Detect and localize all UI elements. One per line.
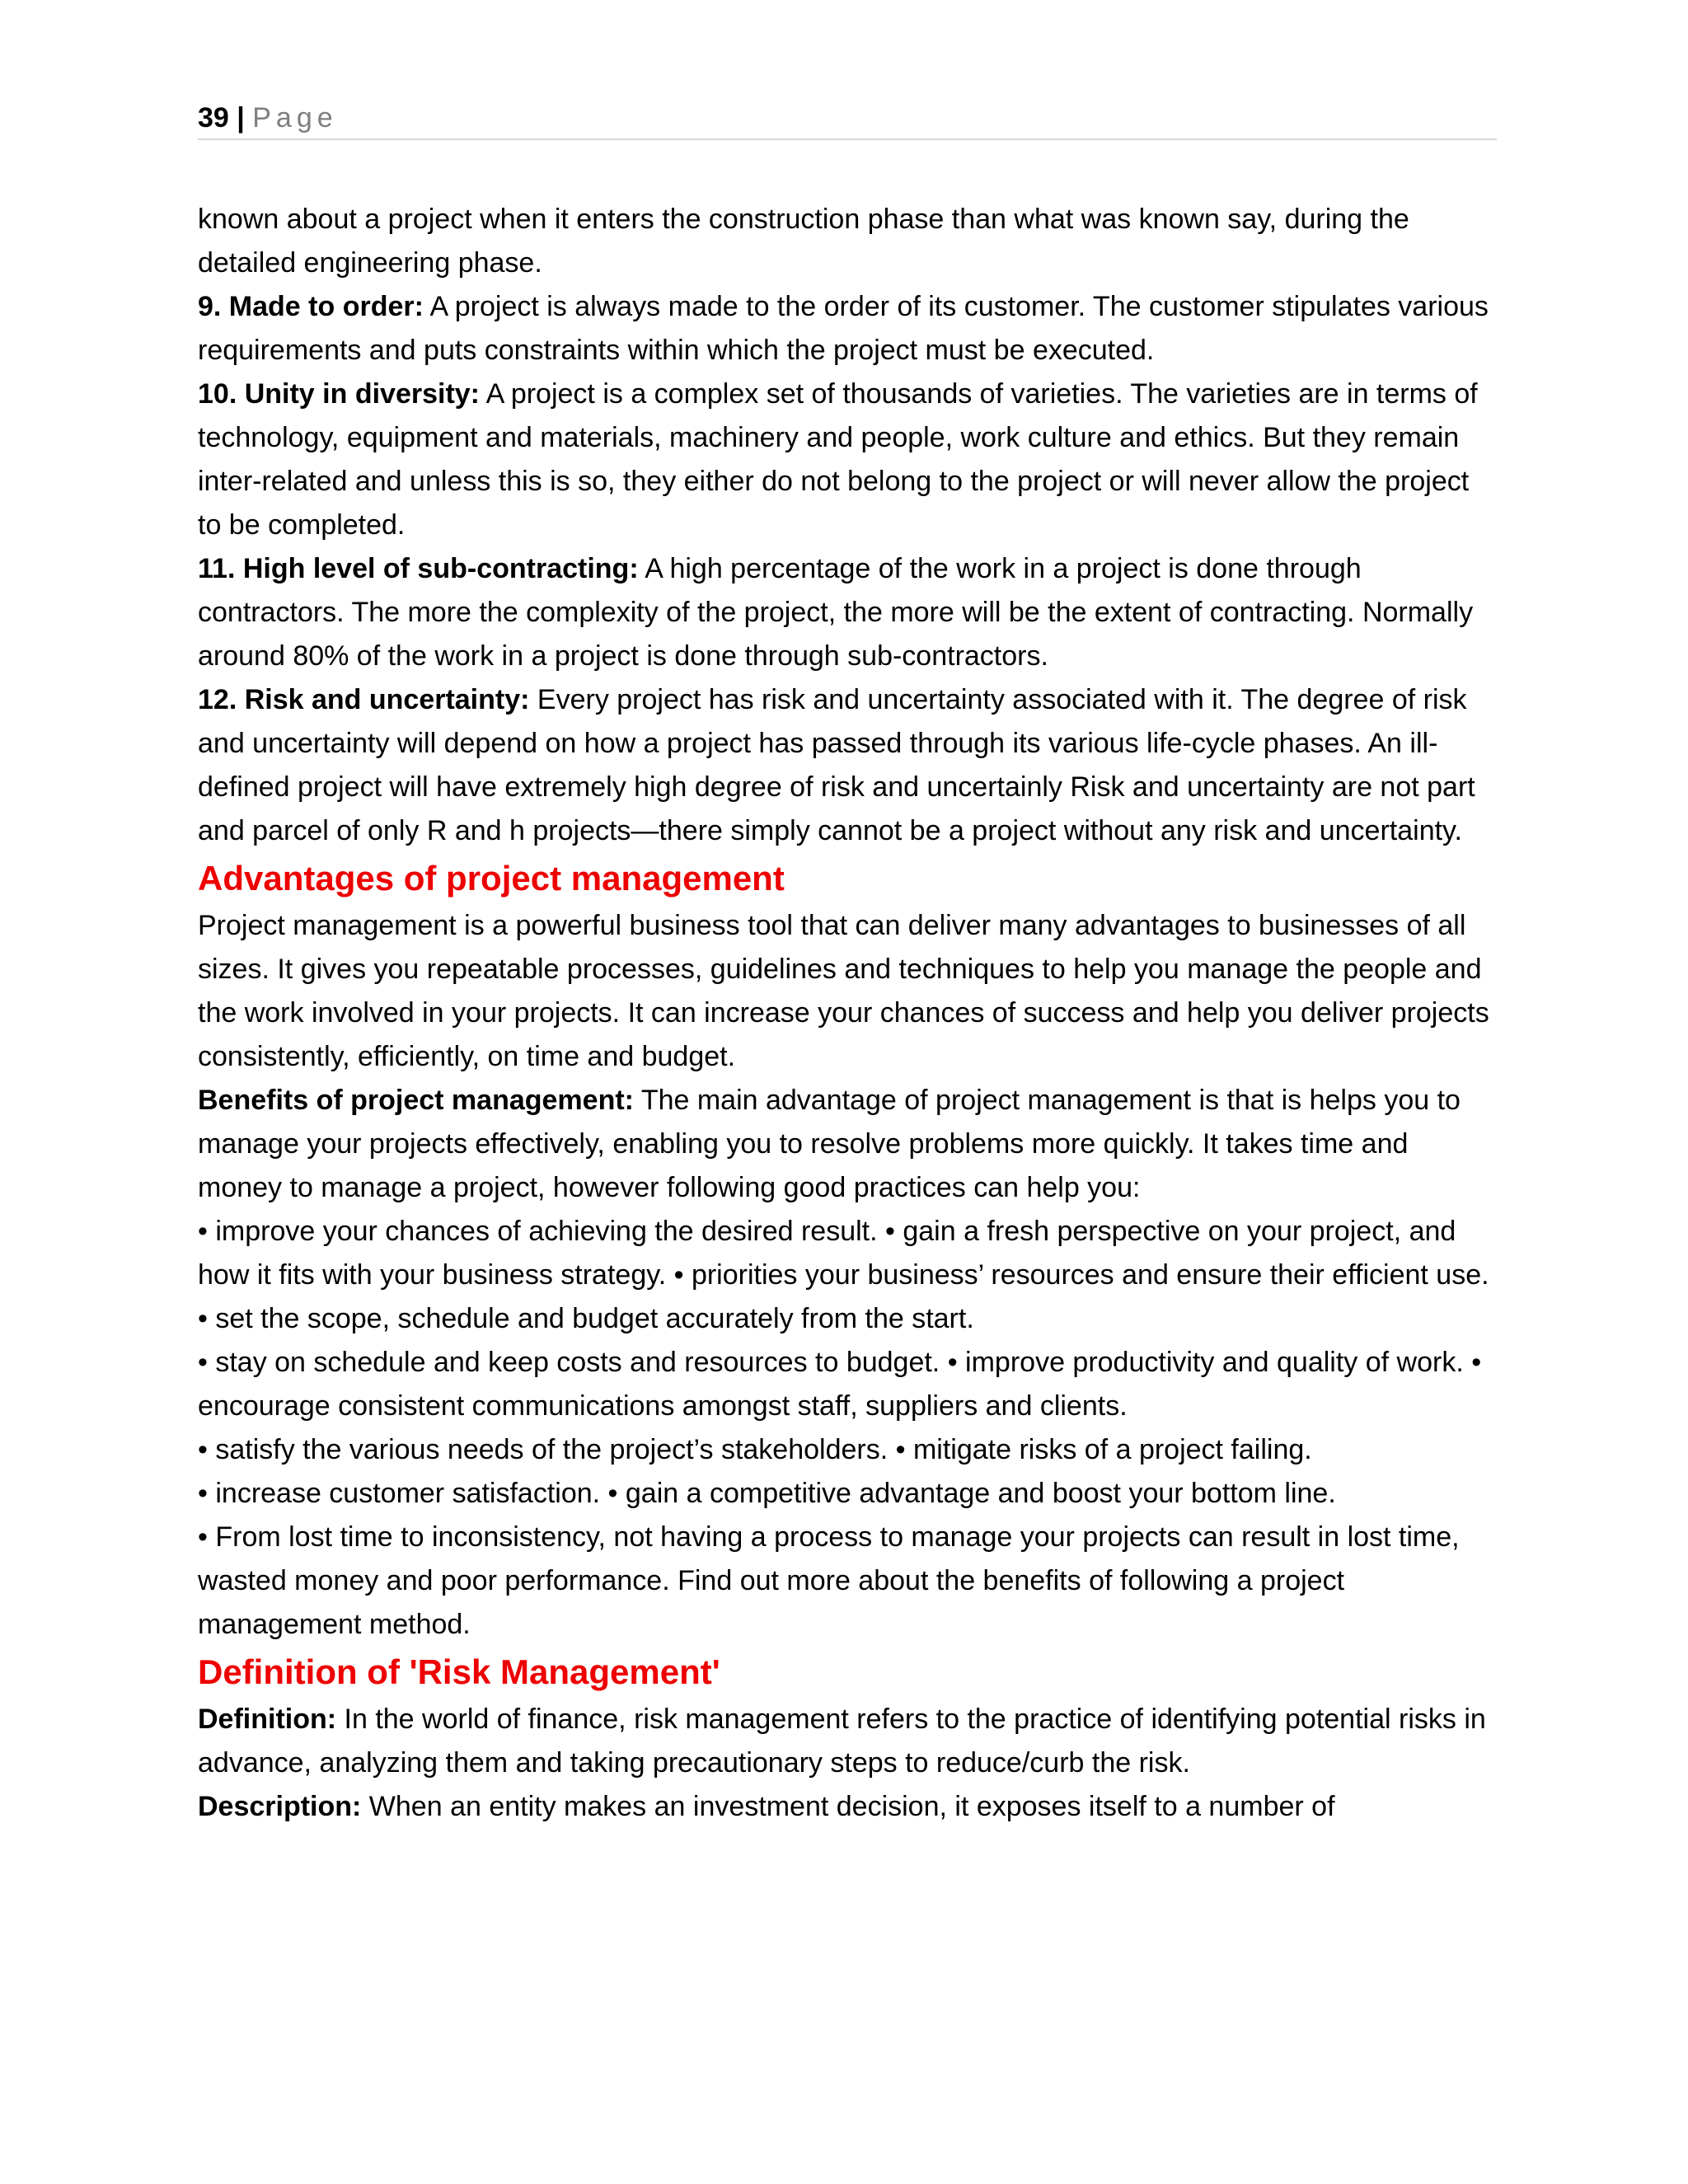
definition-text: In the world of finance, risk management refers to the practice of identifying potential risks in advance, analyzing them and taking precautionary steps to reduce/curb the risk. — [198, 1704, 1486, 1779]
heading-risk-management: Definition of 'Risk Management' — [198, 1652, 720, 1691]
bullet-line-4: • increase customer satisfaction. • gain a competitive advantage and boost your bottom line. — [198, 1478, 1336, 1509]
definition-paragraph — [198, 1698, 1497, 1785]
advantages-paragraph — [198, 904, 1497, 1079]
description-text: When an entity makes an investment decision, it exposes itself to a number of — [361, 1791, 1335, 1822]
item-text: Every project has risk and uncertainty associated with it. The degree of risk and uncertainty will depend on how a project has passed through its various life-cycle phases. An ill-defined project will have extremely high degree of risk and uncertainly Risk and uncertainty are not part and parcel of only R and h projects—there simply cannot be a project without any risk and uncertainty. — [198, 684, 1475, 846]
description-label: Description: — [198, 1791, 362, 1822]
page-word: Page — [252, 102, 338, 134]
bullet-line-5: • From lost time to inconsistency, not having a process to manage your projects can result in lost time, wasted money and poor performance. Find out more about the benefits of following a project management method. — [198, 1521, 1460, 1640]
item-text: A project is always made to the order of its customer. The customer stipulates various requirements and puts constraints within which the project must be executed. — [198, 291, 1489, 366]
paragraph-text: Project management is a powerful business tool that can deliver many advantages to businesses of all sizes. It gives you repeatable processes, guidelines and techniques to help you manage the people and the work involved in your projects. It can increase your chances of success and help you deliver projects consistently, efficiently, on time and budget. — [198, 910, 1489, 1072]
item-label: 9. Made to order: — [198, 291, 424, 322]
paragraph-continuation — [198, 198, 1497, 285]
bullet-line-2: • stay on schedule and keep costs and resources to budget. • improve productivity and quality of work. • encourage consistent communications amongst staff, suppliers and clients. — [198, 1347, 1482, 1422]
item-label: 12. Risk and uncertainty: — [198, 684, 530, 715]
item-risk-uncertainty — [198, 678, 1497, 853]
item-made-to-order — [198, 285, 1497, 373]
paragraph-text: known about a project when it enters the construction phase than what was known say, during the detailed engineering phase. — [198, 204, 1409, 279]
page-header — [198, 97, 1497, 140]
benefits-label: Benefits of project management: — [198, 1085, 634, 1116]
bullet-line-3: • satisfy the various needs of the project’s stakeholders. • mitigate risks of a project failing. — [198, 1434, 1312, 1465]
bullet-line-1: • improve your chances of achieving the desired result. • gain a fresh perspective on your project, and how it fits with your business strategy. • priorities your business’ resources and ensure their efficient use. • set the scope, schedule and budget accurately from the start. — [198, 1216, 1489, 1334]
item-unity-in-diversity — [198, 373, 1497, 547]
heading-advantages: Advantages of project management — [198, 859, 785, 898]
benefits-text: The main advantage of project management is that is helps you to manage your projects effectively, enabling you to resolve problems more quickly. It takes time and money to manage a project, however following good practices can help you: — [198, 1085, 1461, 1203]
benefits-paragraph — [198, 1079, 1497, 1210]
item-text: A project is a complex set of thousands of varieties. The varieties are in terms of technology, equipment and materials, machinery and people, work culture and ethics. But they remain inter-related and unless this is so, they either do not belong to the project or will never allow the project to be completed. — [198, 378, 1478, 541]
page-number: 39 — [198, 102, 229, 134]
page-body — [198, 198, 1497, 2126]
item-label: 10. Unity in diversity: — [198, 378, 480, 410]
item-sub-contracting — [198, 547, 1497, 678]
description-paragraph — [198, 1785, 1497, 1829]
header-separator: | — [237, 102, 245, 134]
definition-label: Definition: — [198, 1704, 337, 1735]
item-label: 11. High level of sub-contracting: — [198, 553, 639, 584]
item-text: A high percentage of the work in a project is done through contractors. The more the complexity of the project, the more will be the extent of contracting. Normally around 80% of the work in a project is done through sub-contractors. — [198, 553, 1474, 672]
